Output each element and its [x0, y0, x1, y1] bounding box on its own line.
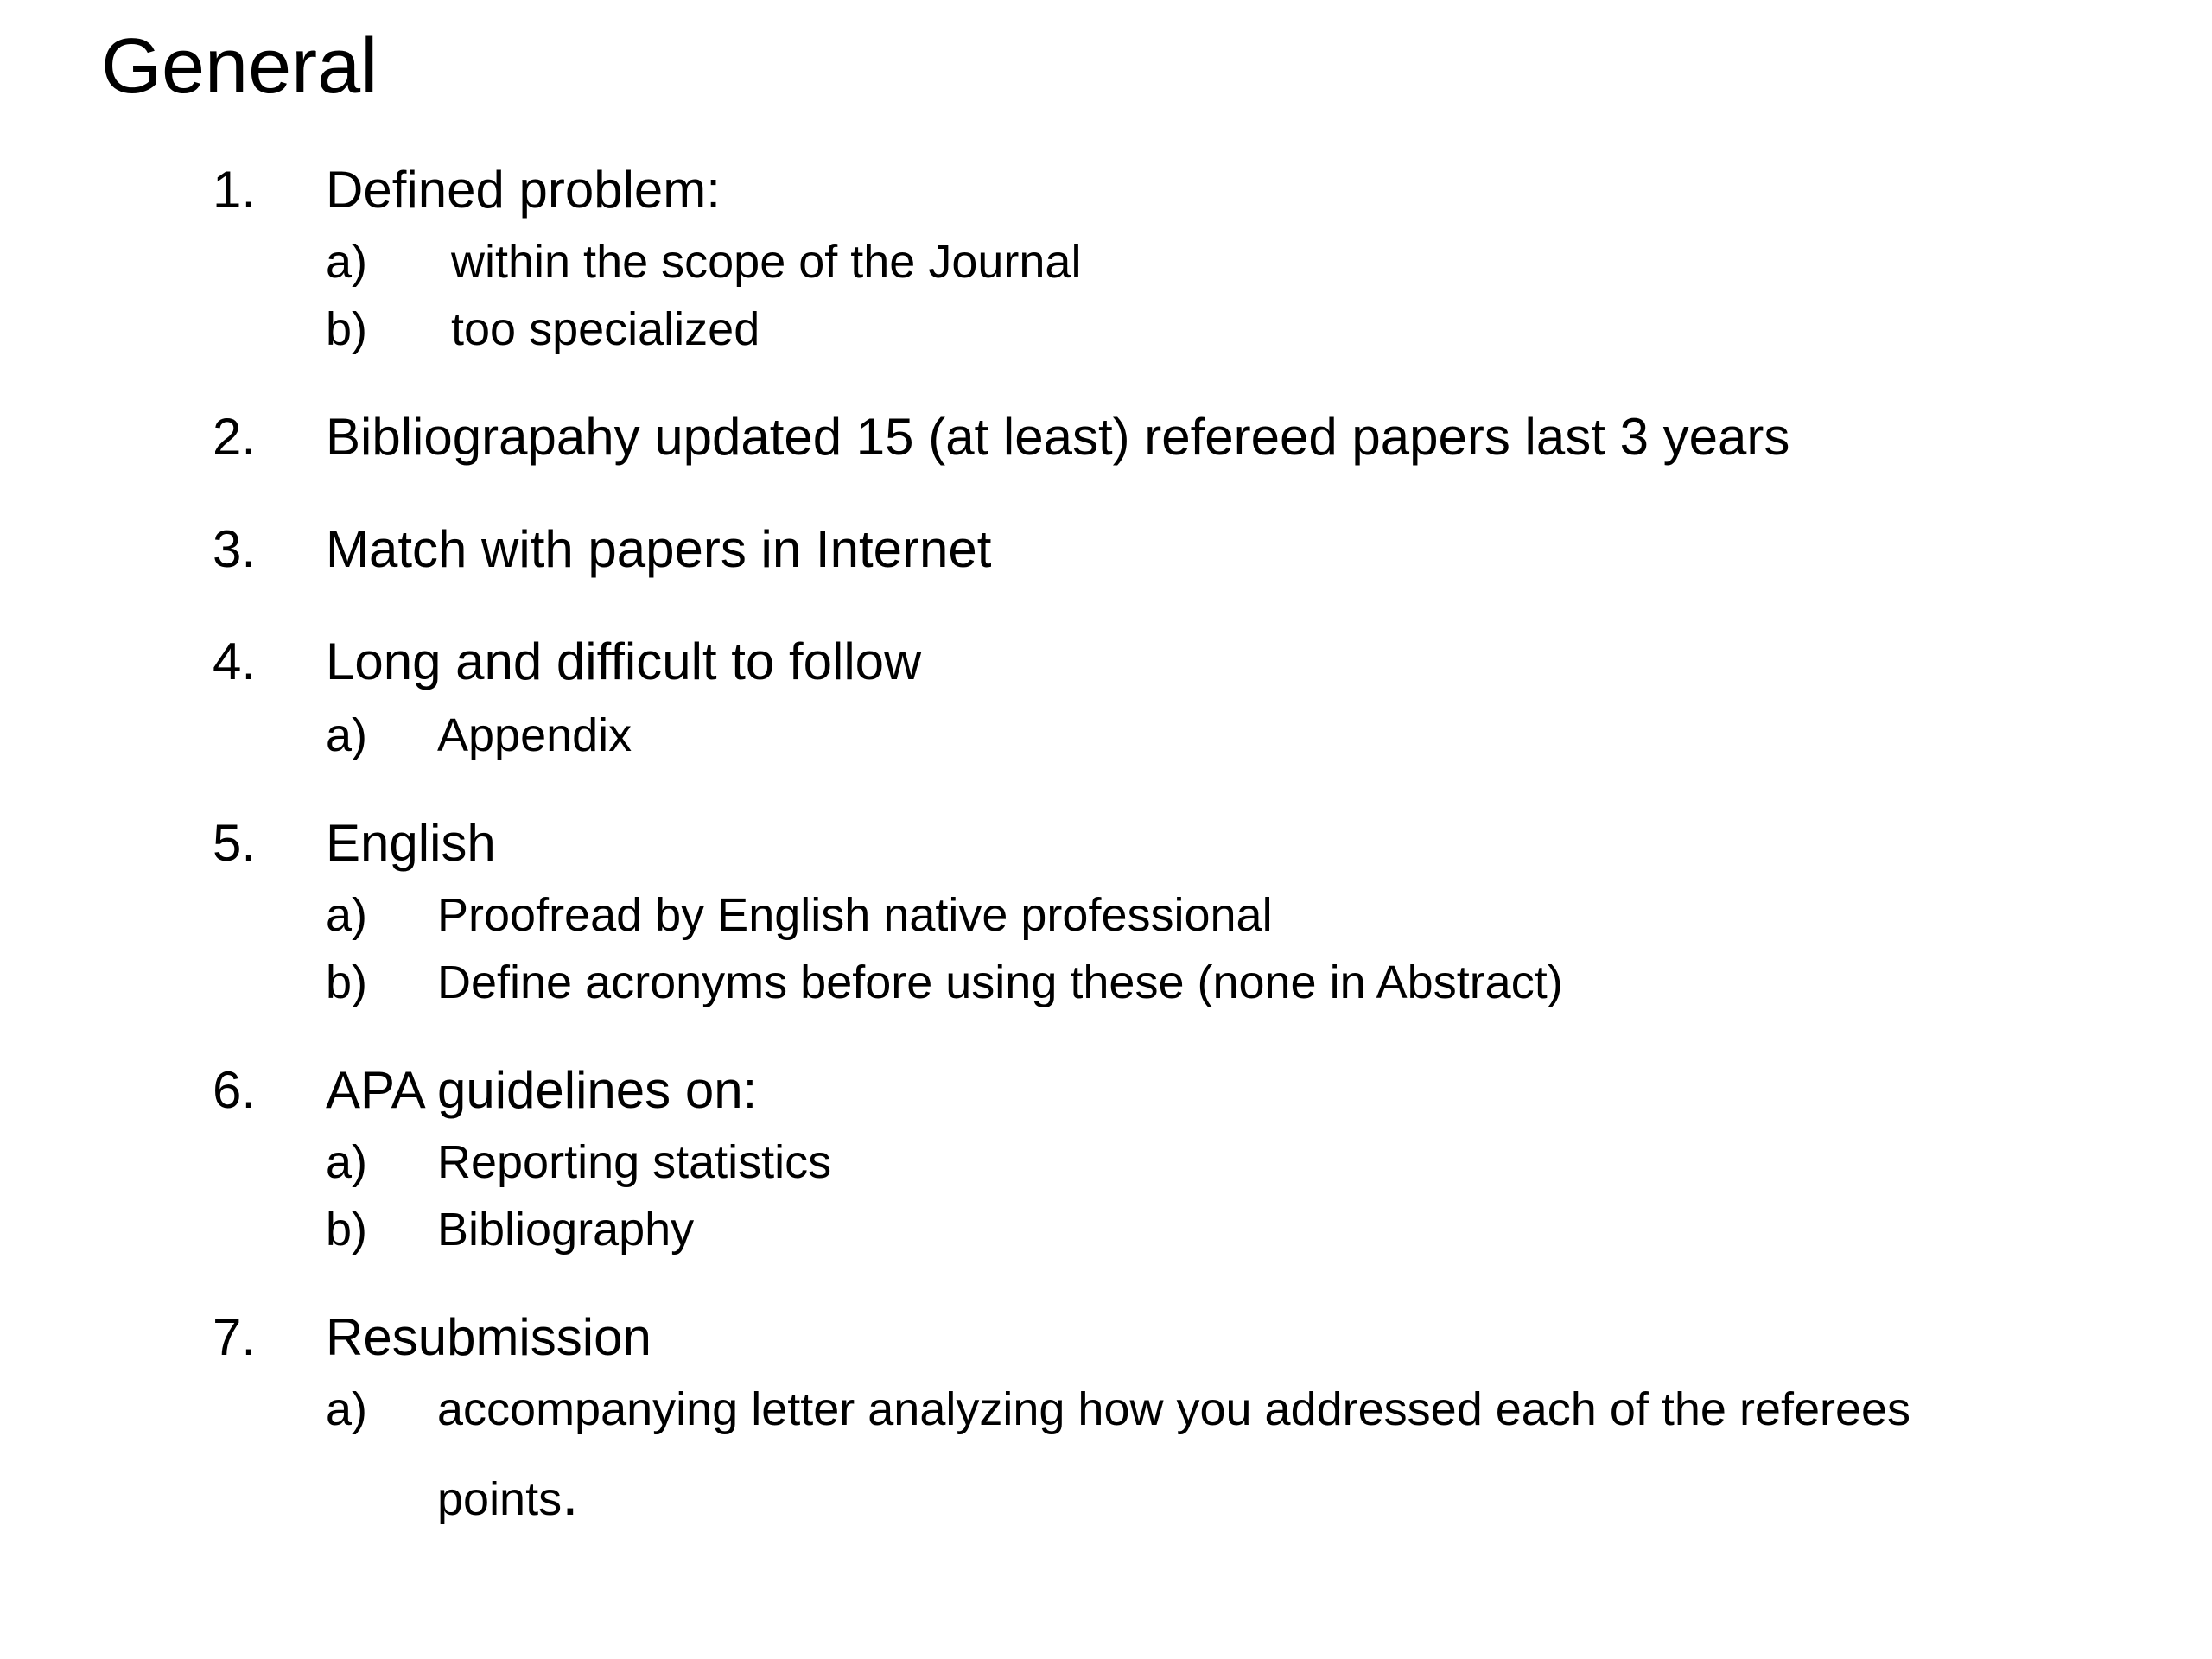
item-number: 4.: [213, 632, 257, 690]
continuation-text: points: [437, 1473, 563, 1525]
sub-item-text: within the scope of the Journal: [451, 236, 1082, 288]
item-number: 3.: [213, 520, 257, 578]
sub-item-text: Bibliography: [437, 1204, 695, 1255]
sub-item-letter: a): [326, 889, 368, 941]
sub-item-text: Define acronyms before using these (none in Abstract): [437, 957, 1563, 1008]
sub-item-letter: b): [326, 303, 368, 355]
sub-item-text: Appendix: [437, 709, 632, 761]
sub-item-text: Reporting statistics: [437, 1136, 832, 1188]
item-heading: English: [326, 814, 496, 872]
item-number: 7.: [213, 1308, 257, 1366]
item-heading: Defined problem:: [326, 161, 721, 219]
sub-item-continuation: [437, 1460, 579, 1528]
item-heading: APA guidelines on:: [326, 1061, 758, 1119]
item-number: 2.: [213, 408, 257, 466]
item-number: 1.: [213, 161, 257, 219]
sub-item-text: too specialized: [451, 303, 760, 355]
sub-item-letter: a): [326, 1136, 368, 1188]
sub-item-letter: a): [326, 1383, 368, 1435]
sub-item-letter: b): [326, 1204, 368, 1255]
slide-title: General: [101, 23, 378, 110]
sub-item-letter: b): [326, 957, 368, 1008]
item-number: 6.: [213, 1061, 257, 1119]
sub-item-text: Proofread by English native professional: [437, 889, 1273, 941]
sub-item-text: accompanying letter analyzing how you addressed each of the referees: [437, 1383, 1911, 1435]
item-heading: Resubmission: [326, 1308, 652, 1366]
item-heading: Long and difficult to follow: [326, 632, 922, 690]
item-number: 5.: [213, 814, 257, 872]
sub-item-letter: a): [326, 236, 368, 288]
continuation-period: .: [562, 1460, 579, 1528]
item-heading: Bibliograpahy updated 15 (at least) refereed papers last 3 years: [326, 408, 1790, 466]
sub-item-letter: a): [326, 709, 368, 761]
item-heading: Match with papers in Internet: [326, 520, 992, 578]
